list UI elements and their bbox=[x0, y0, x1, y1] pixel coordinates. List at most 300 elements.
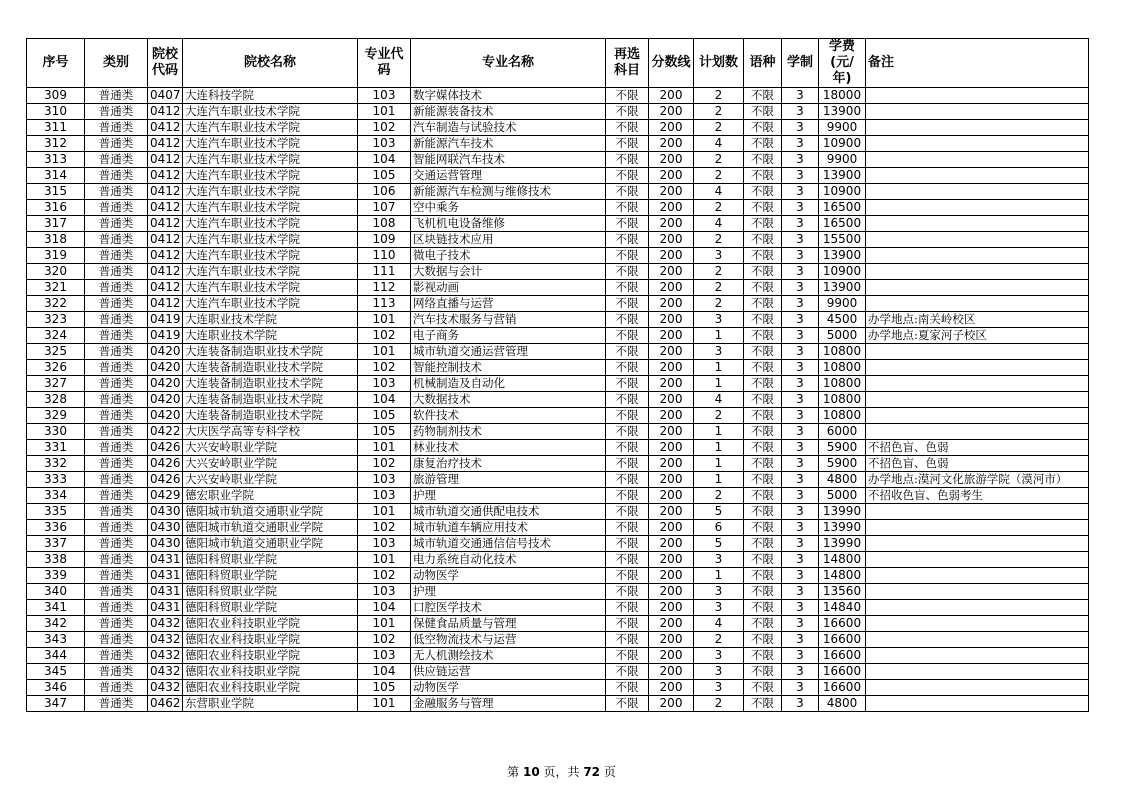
cell-major-code: 102 bbox=[358, 120, 411, 136]
total-pages: 72 bbox=[583, 765, 601, 779]
cell-plan-count: 2 bbox=[694, 232, 744, 248]
cell-plan-count: 2 bbox=[694, 632, 744, 648]
cell-plan-count: 4 bbox=[694, 392, 744, 408]
cell-school-code: 0429 bbox=[148, 488, 183, 504]
cell-remarks: 不招收色盲、色弱考生 bbox=[866, 488, 1089, 504]
cell-major-name: 动物医学 bbox=[411, 680, 606, 696]
cell-score-line: 200 bbox=[649, 664, 694, 680]
cell-remarks bbox=[866, 376, 1089, 392]
cell-school-code: 0412 bbox=[148, 184, 183, 200]
cell-school-name: 大连汽车职业技术学院 bbox=[183, 264, 358, 280]
cell-tuition: 10900 bbox=[819, 184, 866, 200]
cell-remarks: 办学地点:漠河文化旅游学院（漠河市） bbox=[866, 472, 1089, 488]
cell-tuition: 10900 bbox=[819, 136, 866, 152]
cell-remarks bbox=[866, 664, 1089, 680]
cell-remarks bbox=[866, 120, 1089, 136]
cell-score-line: 200 bbox=[649, 376, 694, 392]
cell-major-name: 汽车技术服务与营销 bbox=[411, 312, 606, 328]
cell-school-name: 大连职业技术学院 bbox=[183, 312, 358, 328]
table-row bbox=[27, 520, 1089, 536]
cell-score-line: 200 bbox=[649, 456, 694, 472]
cell-reselect-subject: 不限 bbox=[606, 440, 649, 456]
cell-plan-count: 1 bbox=[694, 328, 744, 344]
cell-major-name: 低空物流技术与运营 bbox=[411, 632, 606, 648]
cell-index: 310 bbox=[27, 104, 85, 120]
cell-language: 不限 bbox=[744, 440, 782, 456]
cell-plan-count: 3 bbox=[694, 312, 744, 328]
cell-index: 313 bbox=[27, 152, 85, 168]
cell-school-code: 0462 bbox=[148, 696, 183, 712]
table-row bbox=[27, 504, 1089, 520]
cell-remarks bbox=[866, 616, 1089, 632]
cell-index: 311 bbox=[27, 120, 85, 136]
cell-remarks bbox=[866, 168, 1089, 184]
table-row bbox=[27, 312, 1089, 328]
cell-tuition: 4800 bbox=[819, 472, 866, 488]
cell-language: 不限 bbox=[744, 248, 782, 264]
cell-index: 319 bbox=[27, 248, 85, 264]
cell-major-code: 102 bbox=[358, 632, 411, 648]
table-row bbox=[27, 424, 1089, 440]
table-row bbox=[27, 616, 1089, 632]
cell-remarks bbox=[866, 584, 1089, 600]
cell-school-name: 大连装备制造职业技术学院 bbox=[183, 360, 358, 376]
cell-major-code: 101 bbox=[358, 312, 411, 328]
cell-reselect-subject: 不限 bbox=[606, 680, 649, 696]
cell-plan-count: 2 bbox=[694, 280, 744, 296]
cell-language: 不限 bbox=[744, 264, 782, 280]
cell-reselect-subject: 不限 bbox=[606, 168, 649, 184]
cell-category: 普通类 bbox=[85, 296, 148, 312]
cell-index: 338 bbox=[27, 552, 85, 568]
cell-category: 普通类 bbox=[85, 232, 148, 248]
cell-language: 不限 bbox=[744, 408, 782, 424]
cell-index: 314 bbox=[27, 168, 85, 184]
cell-plan-count: 1 bbox=[694, 376, 744, 392]
cell-reselect-subject: 不限 bbox=[606, 88, 649, 104]
cell-school-code: 0431 bbox=[148, 584, 183, 600]
cell-major-name: 软件技术 bbox=[411, 408, 606, 424]
cell-school-code: 0432 bbox=[148, 632, 183, 648]
cell-reselect-subject: 不限 bbox=[606, 536, 649, 552]
cell-index: 324 bbox=[27, 328, 85, 344]
cell-language: 不限 bbox=[744, 568, 782, 584]
cell-duration: 3 bbox=[782, 392, 819, 408]
cell-plan-count: 1 bbox=[694, 440, 744, 456]
cell-score-line: 200 bbox=[649, 392, 694, 408]
col-header-remarks: 备注 bbox=[866, 39, 1089, 88]
cell-plan-count: 3 bbox=[694, 344, 744, 360]
cell-remarks bbox=[866, 232, 1089, 248]
cell-category: 普通类 bbox=[85, 472, 148, 488]
cell-major-name: 城市轨道车辆应用技术 bbox=[411, 520, 606, 536]
cell-duration: 3 bbox=[782, 632, 819, 648]
table-row bbox=[27, 232, 1089, 248]
cell-index: 315 bbox=[27, 184, 85, 200]
cell-reselect-subject: 不限 bbox=[606, 408, 649, 424]
cell-index: 323 bbox=[27, 312, 85, 328]
cell-tuition: 16600 bbox=[819, 664, 866, 680]
cell-major-code: 109 bbox=[358, 232, 411, 248]
cell-reselect-subject: 不限 bbox=[606, 312, 649, 328]
cell-remarks bbox=[866, 648, 1089, 664]
cell-reselect-subject: 不限 bbox=[606, 120, 649, 136]
cell-plan-count: 2 bbox=[694, 168, 744, 184]
cell-duration: 3 bbox=[782, 120, 819, 136]
cell-language: 不限 bbox=[744, 536, 782, 552]
cell-school-name: 大兴安岭职业学院 bbox=[183, 472, 358, 488]
cell-school-code: 0420 bbox=[148, 360, 183, 376]
cell-major-code: 102 bbox=[358, 568, 411, 584]
cell-tuition: 6000 bbox=[819, 424, 866, 440]
cell-remarks bbox=[866, 280, 1089, 296]
cell-major-code: 102 bbox=[358, 360, 411, 376]
cell-school-code: 0432 bbox=[148, 648, 183, 664]
table-row bbox=[27, 600, 1089, 616]
cell-score-line: 200 bbox=[649, 360, 694, 376]
cell-language: 不限 bbox=[744, 488, 782, 504]
cell-remarks bbox=[866, 552, 1089, 568]
cell-language: 不限 bbox=[744, 296, 782, 312]
table-row bbox=[27, 248, 1089, 264]
cell-language: 不限 bbox=[744, 552, 782, 568]
cell-score-line: 200 bbox=[649, 152, 694, 168]
cell-language: 不限 bbox=[744, 520, 782, 536]
cell-language: 不限 bbox=[744, 344, 782, 360]
cell-school-name: 大连汽车职业技术学院 bbox=[183, 280, 358, 296]
cell-remarks: 不招色盲、色弱 bbox=[866, 440, 1089, 456]
cell-major-code: 103 bbox=[358, 584, 411, 600]
cell-score-line: 200 bbox=[649, 248, 694, 264]
cell-score-line: 200 bbox=[649, 440, 694, 456]
table-row bbox=[27, 216, 1089, 232]
cell-language: 不限 bbox=[744, 312, 782, 328]
cell-index: 331 bbox=[27, 440, 85, 456]
cell-category: 普通类 bbox=[85, 424, 148, 440]
cell-index: 343 bbox=[27, 632, 85, 648]
cell-tuition: 16600 bbox=[819, 648, 866, 664]
cell-reselect-subject: 不限 bbox=[606, 488, 649, 504]
cell-tuition: 9900 bbox=[819, 120, 866, 136]
cell-plan-count: 2 bbox=[694, 120, 744, 136]
cell-reselect-subject: 不限 bbox=[606, 552, 649, 568]
cell-plan-count: 2 bbox=[694, 88, 744, 104]
cell-school-code: 0412 bbox=[148, 200, 183, 216]
cell-index: 345 bbox=[27, 664, 85, 680]
cell-major-name: 智能控制技术 bbox=[411, 360, 606, 376]
cell-major-name: 城市轨道交通供配电技术 bbox=[411, 504, 606, 520]
cell-duration: 3 bbox=[782, 584, 819, 600]
col-header-plan-count: 计划数 bbox=[694, 39, 744, 88]
cell-duration: 3 bbox=[782, 264, 819, 280]
cell-language: 不限 bbox=[744, 616, 782, 632]
cell-score-line: 200 bbox=[649, 120, 694, 136]
cell-language: 不限 bbox=[744, 136, 782, 152]
cell-plan-count: 1 bbox=[694, 568, 744, 584]
cell-major-name: 新能源装备技术 bbox=[411, 104, 606, 120]
cell-school-name: 大连汽车职业技术学院 bbox=[183, 120, 358, 136]
cell-duration: 3 bbox=[782, 88, 819, 104]
cell-major-name: 数字媒体技术 bbox=[411, 88, 606, 104]
cell-duration: 3 bbox=[782, 552, 819, 568]
cell-language: 不限 bbox=[744, 104, 782, 120]
cell-index: 312 bbox=[27, 136, 85, 152]
cell-tuition: 10900 bbox=[819, 264, 866, 280]
cell-major-code: 101 bbox=[358, 616, 411, 632]
col-header-major-name: 专业名称 bbox=[411, 39, 606, 88]
cell-language: 不限 bbox=[744, 696, 782, 712]
cell-category: 普通类 bbox=[85, 184, 148, 200]
cell-score-line: 200 bbox=[649, 424, 694, 440]
cell-plan-count: 4 bbox=[694, 136, 744, 152]
cell-school-code: 0412 bbox=[148, 168, 183, 184]
cell-school-code: 0432 bbox=[148, 664, 183, 680]
cell-index: 333 bbox=[27, 472, 85, 488]
cell-major-name: 供应链运营 bbox=[411, 664, 606, 680]
cell-remarks bbox=[866, 216, 1089, 232]
cell-tuition: 13990 bbox=[819, 504, 866, 520]
table-row bbox=[27, 664, 1089, 680]
cell-duration: 3 bbox=[782, 408, 819, 424]
cell-major-name: 电力系统自动化技术 bbox=[411, 552, 606, 568]
cell-school-name: 大连汽车职业技术学院 bbox=[183, 232, 358, 248]
cell-duration: 3 bbox=[782, 216, 819, 232]
cell-index: 329 bbox=[27, 408, 85, 424]
cell-remarks bbox=[866, 408, 1089, 424]
cell-plan-count: 3 bbox=[694, 552, 744, 568]
cell-remarks bbox=[866, 184, 1089, 200]
footer-prefix: 第 bbox=[507, 765, 523, 779]
current-page-number: 10 bbox=[522, 765, 540, 779]
cell-school-code: 0420 bbox=[148, 376, 183, 392]
cell-index: 325 bbox=[27, 344, 85, 360]
cell-plan-count: 5 bbox=[694, 536, 744, 552]
cell-school-code: 0430 bbox=[148, 520, 183, 536]
cell-school-name: 德阳城市轨道交通职业学院 bbox=[183, 504, 358, 520]
cell-tuition: 13990 bbox=[819, 536, 866, 552]
cell-tuition: 10800 bbox=[819, 344, 866, 360]
table-row bbox=[27, 360, 1089, 376]
cell-language: 不限 bbox=[744, 216, 782, 232]
cell-tuition: 18000 bbox=[819, 88, 866, 104]
cell-index: 346 bbox=[27, 680, 85, 696]
table-row bbox=[27, 264, 1089, 280]
cell-score-line: 200 bbox=[649, 632, 694, 648]
cell-school-name: 德阳农业科技职业学院 bbox=[183, 648, 358, 664]
cell-duration: 3 bbox=[782, 520, 819, 536]
cell-plan-count: 2 bbox=[694, 408, 744, 424]
cell-major-name: 交通运营管理 bbox=[411, 168, 606, 184]
cell-category: 普通类 bbox=[85, 536, 148, 552]
cell-category: 普通类 bbox=[85, 312, 148, 328]
col-header-school-code: 院校代码 bbox=[148, 39, 183, 88]
cell-plan-count: 2 bbox=[694, 104, 744, 120]
cell-remarks bbox=[866, 680, 1089, 696]
cell-category: 普通类 bbox=[85, 408, 148, 424]
cell-index: 317 bbox=[27, 216, 85, 232]
cell-language: 不限 bbox=[744, 680, 782, 696]
cell-duration: 3 bbox=[782, 488, 819, 504]
cell-score-line: 200 bbox=[649, 568, 694, 584]
cell-reselect-subject: 不限 bbox=[606, 376, 649, 392]
cell-language: 不限 bbox=[744, 600, 782, 616]
cell-school-name: 大连汽车职业技术学院 bbox=[183, 200, 358, 216]
cell-remarks bbox=[866, 88, 1089, 104]
cell-plan-count: 2 bbox=[694, 264, 744, 280]
cell-tuition: 16600 bbox=[819, 680, 866, 696]
cell-school-name: 德阳科贸职业学院 bbox=[183, 552, 358, 568]
cell-remarks: 不招色盲、色弱 bbox=[866, 456, 1089, 472]
cell-category: 普通类 bbox=[85, 168, 148, 184]
cell-major-code: 101 bbox=[358, 104, 411, 120]
cell-duration: 3 bbox=[782, 360, 819, 376]
cell-school-name: 德阳农业科技职业学院 bbox=[183, 632, 358, 648]
table-row bbox=[27, 280, 1089, 296]
cell-tuition: 14800 bbox=[819, 552, 866, 568]
cell-index: 340 bbox=[27, 584, 85, 600]
cell-remarks bbox=[866, 200, 1089, 216]
cell-school-code: 0426 bbox=[148, 456, 183, 472]
cell-reselect-subject: 不限 bbox=[606, 472, 649, 488]
table-row bbox=[27, 696, 1089, 712]
cell-score-line: 200 bbox=[649, 312, 694, 328]
cell-school-code: 0412 bbox=[148, 104, 183, 120]
cell-duration: 3 bbox=[782, 152, 819, 168]
cell-reselect-subject: 不限 bbox=[606, 584, 649, 600]
cell-language: 不限 bbox=[744, 360, 782, 376]
cell-major-name: 微电子技术 bbox=[411, 248, 606, 264]
cell-major-name: 口腔医学技术 bbox=[411, 600, 606, 616]
cell-reselect-subject: 不限 bbox=[606, 664, 649, 680]
cell-reselect-subject: 不限 bbox=[606, 152, 649, 168]
cell-major-name: 城市轨道交通运营管理 bbox=[411, 344, 606, 360]
cell-major-code: 103 bbox=[358, 136, 411, 152]
cell-plan-count: 4 bbox=[694, 184, 744, 200]
cell-category: 普通类 bbox=[85, 264, 148, 280]
cell-reselect-subject: 不限 bbox=[606, 424, 649, 440]
cell-major-name: 林业技术 bbox=[411, 440, 606, 456]
cell-school-code: 0412 bbox=[148, 136, 183, 152]
table-row bbox=[27, 552, 1089, 568]
cell-reselect-subject: 不限 bbox=[606, 248, 649, 264]
cell-major-name: 电子商务 bbox=[411, 328, 606, 344]
cell-major-code: 108 bbox=[358, 216, 411, 232]
cell-category: 普通类 bbox=[85, 120, 148, 136]
cell-school-name: 大连汽车职业技术学院 bbox=[183, 136, 358, 152]
cell-school-code: 0412 bbox=[148, 216, 183, 232]
cell-duration: 3 bbox=[782, 328, 819, 344]
cell-duration: 3 bbox=[782, 456, 819, 472]
cell-remarks bbox=[866, 136, 1089, 152]
cell-school-name: 大连汽车职业技术学院 bbox=[183, 152, 358, 168]
cell-school-name: 大兴安岭职业学院 bbox=[183, 440, 358, 456]
cell-tuition: 10800 bbox=[819, 392, 866, 408]
cell-category: 普通类 bbox=[85, 488, 148, 504]
cell-school-name: 大连装备制造职业技术学院 bbox=[183, 376, 358, 392]
cell-category: 普通类 bbox=[85, 520, 148, 536]
cell-school-name: 德阳农业科技职业学院 bbox=[183, 680, 358, 696]
cell-language: 不限 bbox=[744, 504, 782, 520]
cell-tuition: 5000 bbox=[819, 488, 866, 504]
cell-major-code: 101 bbox=[358, 504, 411, 520]
cell-remarks bbox=[866, 424, 1089, 440]
cell-reselect-subject: 不限 bbox=[606, 104, 649, 120]
cell-reselect-subject: 不限 bbox=[606, 280, 649, 296]
cell-index: 342 bbox=[27, 616, 85, 632]
cell-school-code: 0426 bbox=[148, 472, 183, 488]
cell-major-name: 无人机测绘技术 bbox=[411, 648, 606, 664]
cell-index: 328 bbox=[27, 392, 85, 408]
cell-school-name: 德阳城市轨道交通职业学院 bbox=[183, 536, 358, 552]
cell-plan-count: 1 bbox=[694, 472, 744, 488]
cell-plan-count: 3 bbox=[694, 248, 744, 264]
cell-index: 332 bbox=[27, 456, 85, 472]
cell-plan-count: 4 bbox=[694, 616, 744, 632]
cell-major-code: 103 bbox=[358, 488, 411, 504]
cell-reselect-subject: 不限 bbox=[606, 520, 649, 536]
cell-school-name: 大庆医学高等专科学校 bbox=[183, 424, 358, 440]
cell-major-code: 111 bbox=[358, 264, 411, 280]
cell-remarks: 办学地点:夏家河子校区 bbox=[866, 328, 1089, 344]
cell-school-code: 0432 bbox=[148, 680, 183, 696]
table-row bbox=[27, 456, 1089, 472]
cell-school-name: 大连汽车职业技术学院 bbox=[183, 216, 358, 232]
cell-index: 330 bbox=[27, 424, 85, 440]
cell-duration: 3 bbox=[782, 280, 819, 296]
cell-school-name: 德阳科贸职业学院 bbox=[183, 600, 358, 616]
cell-school-name: 大连汽车职业技术学院 bbox=[183, 296, 358, 312]
cell-school-name: 大兴安岭职业学院 bbox=[183, 456, 358, 472]
cell-school-name: 大连汽车职业技术学院 bbox=[183, 104, 358, 120]
cell-school-code: 0412 bbox=[148, 264, 183, 280]
cell-major-code: 105 bbox=[358, 168, 411, 184]
cell-reselect-subject: 不限 bbox=[606, 344, 649, 360]
cell-score-line: 200 bbox=[649, 264, 694, 280]
cell-school-code: 0430 bbox=[148, 504, 183, 520]
cell-major-code: 104 bbox=[358, 664, 411, 680]
table-row bbox=[27, 584, 1089, 600]
cell-tuition: 13560 bbox=[819, 584, 866, 600]
cell-score-line: 200 bbox=[649, 600, 694, 616]
cell-plan-count: 1 bbox=[694, 360, 744, 376]
cell-major-name: 大数据技术 bbox=[411, 392, 606, 408]
cell-remarks bbox=[866, 344, 1089, 360]
cell-school-name: 德宏职业学院 bbox=[183, 488, 358, 504]
col-header-category: 类别 bbox=[85, 39, 148, 88]
table-row bbox=[27, 344, 1089, 360]
cell-language: 不限 bbox=[744, 632, 782, 648]
cell-reselect-subject: 不限 bbox=[606, 232, 649, 248]
cell-language: 不限 bbox=[744, 328, 782, 344]
cell-score-line: 200 bbox=[649, 648, 694, 664]
col-header-school-name: 院校名称 bbox=[183, 39, 358, 88]
cell-tuition: 15500 bbox=[819, 232, 866, 248]
cell-school-code: 0430 bbox=[148, 536, 183, 552]
cell-plan-count: 2 bbox=[694, 488, 744, 504]
cell-major-name: 新能源汽车检测与维修技术 bbox=[411, 184, 606, 200]
cell-duration: 3 bbox=[782, 568, 819, 584]
cell-tuition: 4800 bbox=[819, 696, 866, 712]
cell-language: 不限 bbox=[744, 232, 782, 248]
cell-score-line: 200 bbox=[649, 280, 694, 296]
col-header-score-line: 分数线 bbox=[649, 39, 694, 88]
table-row bbox=[27, 472, 1089, 488]
cell-major-name: 网络直播与运营 bbox=[411, 296, 606, 312]
table-row bbox=[27, 120, 1089, 136]
cell-score-line: 200 bbox=[649, 136, 694, 152]
table-row bbox=[27, 88, 1089, 104]
cell-score-line: 200 bbox=[649, 488, 694, 504]
